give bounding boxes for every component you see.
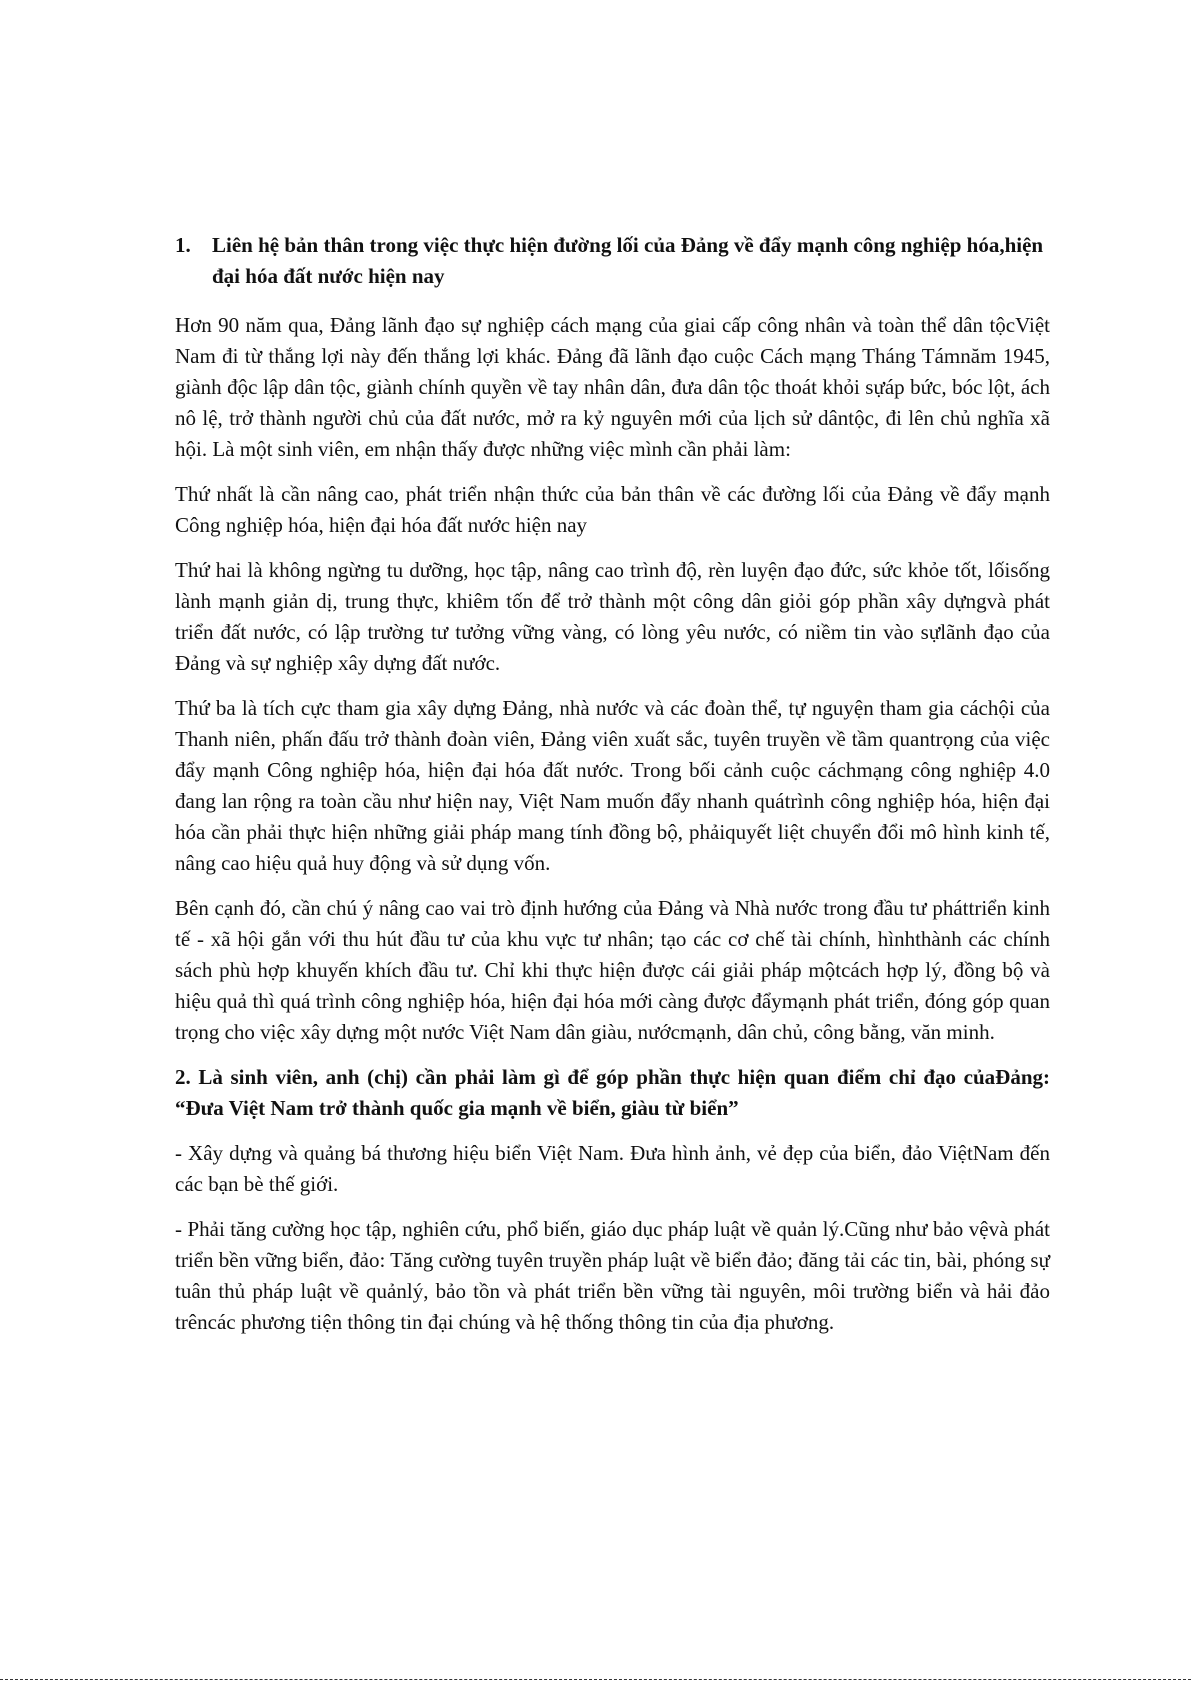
section-2-heading: 2. Là sinh viên, anh (chị) cần phải làm gì để góp phần thực hiện quan điểm chỉ đạo củaĐảng: “Đưa Việt Nam trở thành quốc gia mạnh về biển, giàu từ biển” (175, 1065, 1050, 1120)
section-1-number: 1. (175, 233, 191, 257)
section-1-title: Liên hệ bản thân trong việc thực hiện đường lối của Đảng về đẩy mạnh công nghiệp hóa,hiện đại hóa đất nước hiện nay (212, 233, 1044, 288)
section-2-paragraph-1: - Xây dựng và quảng bá thương hiệu biển Việt Nam. Đưa hình ảnh, vẻ đẹp của biển, đảo ViệtNam đến các bạn bè thế giới. (175, 1141, 1050, 1196)
document-page (175, 230, 1050, 1352)
page-bottom-divider (0, 1679, 1191, 1680)
section-1-paragraph-1: Hơn 90 năm qua, Đảng lãnh đạo sự nghiệp cách mạng của giai cấp công nhân và toàn thể dân tộcViệt Nam đi từ thắng lợi này đến thắng lợi khác. Đảng đã lãnh đạo cuộc Cách mạng Tháng Támnăm 1945, giành độc lập dân tộc, giành chính quyền về tay nhân dân, đưa dân tộc thoát khỏi sựáp bức, bóc lột, ách nô lệ, trở thành người chủ của đất nước, mở ra kỷ nguyên mới của lịch sử dântộc, đi lên chủ nghĩa xã hội. Là một sinh viên, em nhận thấy được những việc mình cần phải làm: (175, 313, 1050, 461)
section-1-paragraph-3: Thứ hai là không ngừng tu dưỡng, học tập, nâng cao trình độ, rèn luyện đạo đức, sức khỏe tốt, lốisống lành mạnh giản dị, trung thực, khiêm tốn để trở thành một công dân giỏi góp phần xây dựngvà phát triển đất nước, có lập trường tư tưởng vững vàng, có lòng yêu nước, có niềm tin vào sựlãnh đạo của Đảng và sự nghiệp xây dựng đất nước. (175, 558, 1050, 675)
section-1-paragraph-5: Bên cạnh đó, cần chú ý nâng cao vai trò định hướng của Đảng và Nhà nước trong đầu tư pháttriển kinh tế - xã hội gắn với thu hút đầu tư của khu vực tư nhân; tạo các cơ chế tài chính, hìnhthành các chính sách phù hợp khuyến khích đầu tư. Chỉ khi thực hiện được cái giải pháp mộtcách hợp lý, đồng bộ và hiệu quả thì quá trình công nghiệp hóa, hiện đại hóa mới càng được đẩymạnh phát triển, đóng góp quan trọng cho việc xây dựng một nước Việt Nam dân giàu, nướcmạnh, dân chủ, công bằng, văn minh. (175, 896, 1050, 1044)
section-2-paragraph-2: - Phải tăng cường học tập, nghiên cứu, phổ biến, giáo dục pháp luật về quản lý.Cũng như bảo vệvà phát triển bền vững biển, đảo: Tăng cường tuyên truyền pháp luật về biển đảo; đăng tải các tin, bài, phóng sự tuân thủ pháp luật về quảnlý, bảo tồn và phát triển bền vững tài nguyên, môi trường biển và hải đảo trêncác phương tiện thông tin đại chúng và hệ thống thông tin của địa phương. (175, 1217, 1050, 1334)
section-1-paragraph-2: Thứ nhất là cần nâng cao, phát triển nhận thức của bản thân về các đường lối của Đảng về đẩy mạnh Công nghiệp hóa, hiện đại hóa đất nước hiện nay (175, 482, 1050, 537)
section-1-paragraph-4: Thứ ba là tích cực tham gia xây dựng Đảng, nhà nước và các đoàn thể, tự nguyện tham gia cáchội của Thanh niên, phấn đấu trở thành đoàn viên, Đảng viên xuất sắc, tuyên truyền về tầm quantrọng của việc đẩy mạnh Công nghiệp hóa, hiện đại hóa đất nước. Trong bối cảnh cuộc cáchmạng công nghiệp 4.0 đang lan rộng ra toàn cầu như hiện nay, Việt Nam muốn đẩy nhanh quátrình công nghiệp hóa, hiện đại hóa cần phải thực hiện những giải pháp mang tính đồng bộ, phảiquyết liệt chuyển đổi mô hình kinh tế, nâng cao hiệu quả huy động và sử dụng vốn. (175, 696, 1050, 875)
section-1-heading (175, 230, 1050, 292)
